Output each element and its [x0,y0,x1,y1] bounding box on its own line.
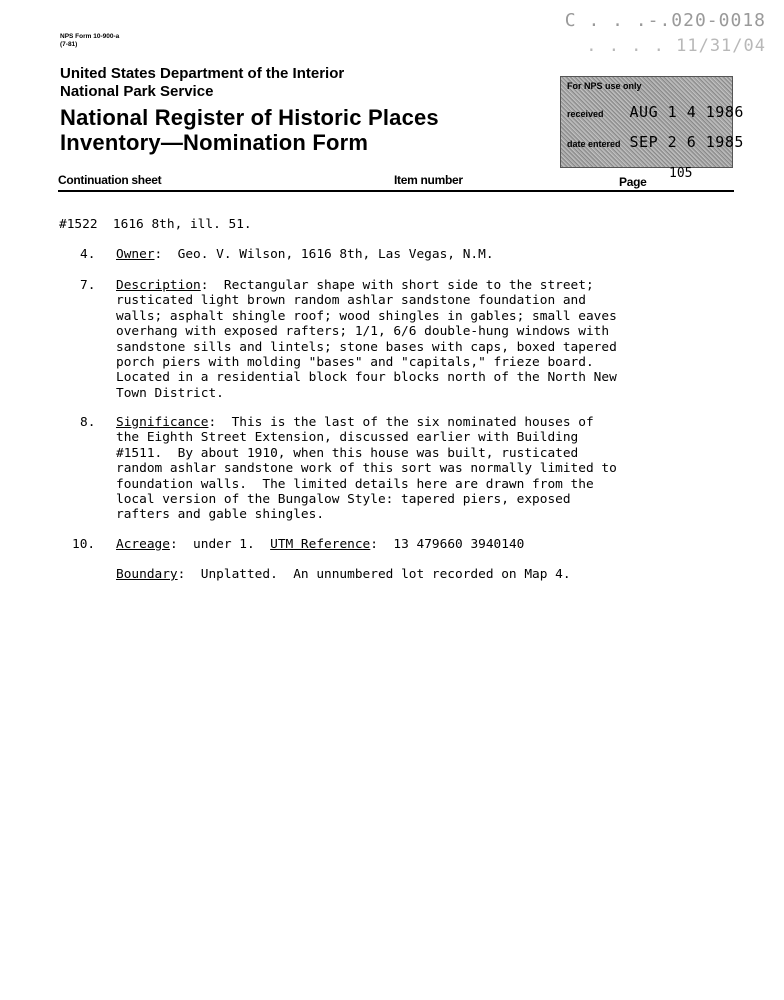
significance-line-7: rafters and gable shingles. [116,507,325,523]
agency-line-1: United States Department of the Interior [60,65,345,82]
significance-line-3: #1511. By about 1910, when this house was built, rusticated [116,445,579,461]
significance-line-2: the Eighth Street Extension, discussed earlier with Building [116,430,579,446]
description-line-4: overhang with exposed rafters; 1/1, 6/6 double-hung windows with [116,324,610,340]
description-line-7: Located in a residential block four blocks north of the North New [116,370,617,386]
field-label: Significance [116,415,209,430]
field-label: Owner [116,247,155,262]
field-label: Acreage [116,537,170,552]
significance-line-4: random ashlar sandstone work of this sort was normally limited to [116,461,617,477]
stamp-row-nps-use [567,81,726,91]
stamp-date-entered-label: date entered [567,139,621,149]
entry-heading: #1522 1616 8th, ill. 51. [59,217,252,232]
stamp-number-line-1: C . . .-.020-0018 [564,10,766,31]
item-number-10: 10. [72,537,96,552]
form-date: (7-81) [60,40,78,48]
form-number: NPS Form 10-900-a [60,33,120,40]
field-label: UTM Reference [270,537,371,552]
page-label: Page [619,175,647,189]
significance-line-1: Significance: This is the last of the six nominated houses of [116,415,594,430]
significance-line-6: local version of the Bungalow Style: tapered piers, exposed [116,492,571,508]
significance-line-5: foundation walls. The limited details here are drawn from the [116,476,594,492]
field-label: Description [116,278,201,293]
description-line-1: Description: Rectangular shape with short side to the street; [116,278,594,293]
acreage-line: Acreage: under 1. UTM Reference: 13 479660 3940140 [116,537,525,552]
description-line-2: rusticated light brown random ashlar sandstone foundation and [116,293,586,309]
form-title-line-1: National Register of Historic Places [60,105,439,130]
stamp-number-line-2: . . . . 11/31/04 [586,36,766,56]
item-number-8: 8. [80,415,96,430]
significance-block [116,415,617,523]
description-line-3: walls; asphalt shingle roof; wood shingles in gables; small eaves [116,308,617,324]
form-title-line-2: Inventory—Nomination Form [60,130,369,155]
stamp-received-date: AUG 1 4 1986 [629,103,744,121]
stamp-date-entered-date: SEP 2 6 1985 [629,133,744,151]
description-block [116,278,617,401]
stamp-received-label: received [567,109,604,119]
page-number: 105 [669,166,693,181]
boundary-line: Boundary: Unplatted. An unnumbered lot recorded on Map 4. [116,567,571,582]
header-rule [58,190,734,192]
form-number-block [60,33,119,48]
description-line-6: porch piers with molding "bases" and "capitals," frieze board. [116,355,594,371]
item-number-4: 4. [80,247,96,262]
description-line-5: sandstone sills and lintels; stone bases with caps, boxed tapered [116,339,617,355]
continuation-sheet-label: Continuation sheet [58,173,162,187]
nps-use-only-stamp [560,76,744,168]
stamp-row-received [567,103,744,121]
stamp-row-date-entered [567,133,744,151]
owner-line: Owner: Geo. V. Wilson, 1616 8th, Las Vegas, N.M. [116,247,494,262]
item-number-7: 7. [80,278,96,293]
item-number-label: Item number [394,173,463,187]
agency-line-2: National Park Service [60,83,214,100]
field-label: Boundary [116,567,178,582]
description-line-8: Town District. [116,385,224,401]
stamp-nps-use-label: For NPS use only [567,81,642,91]
